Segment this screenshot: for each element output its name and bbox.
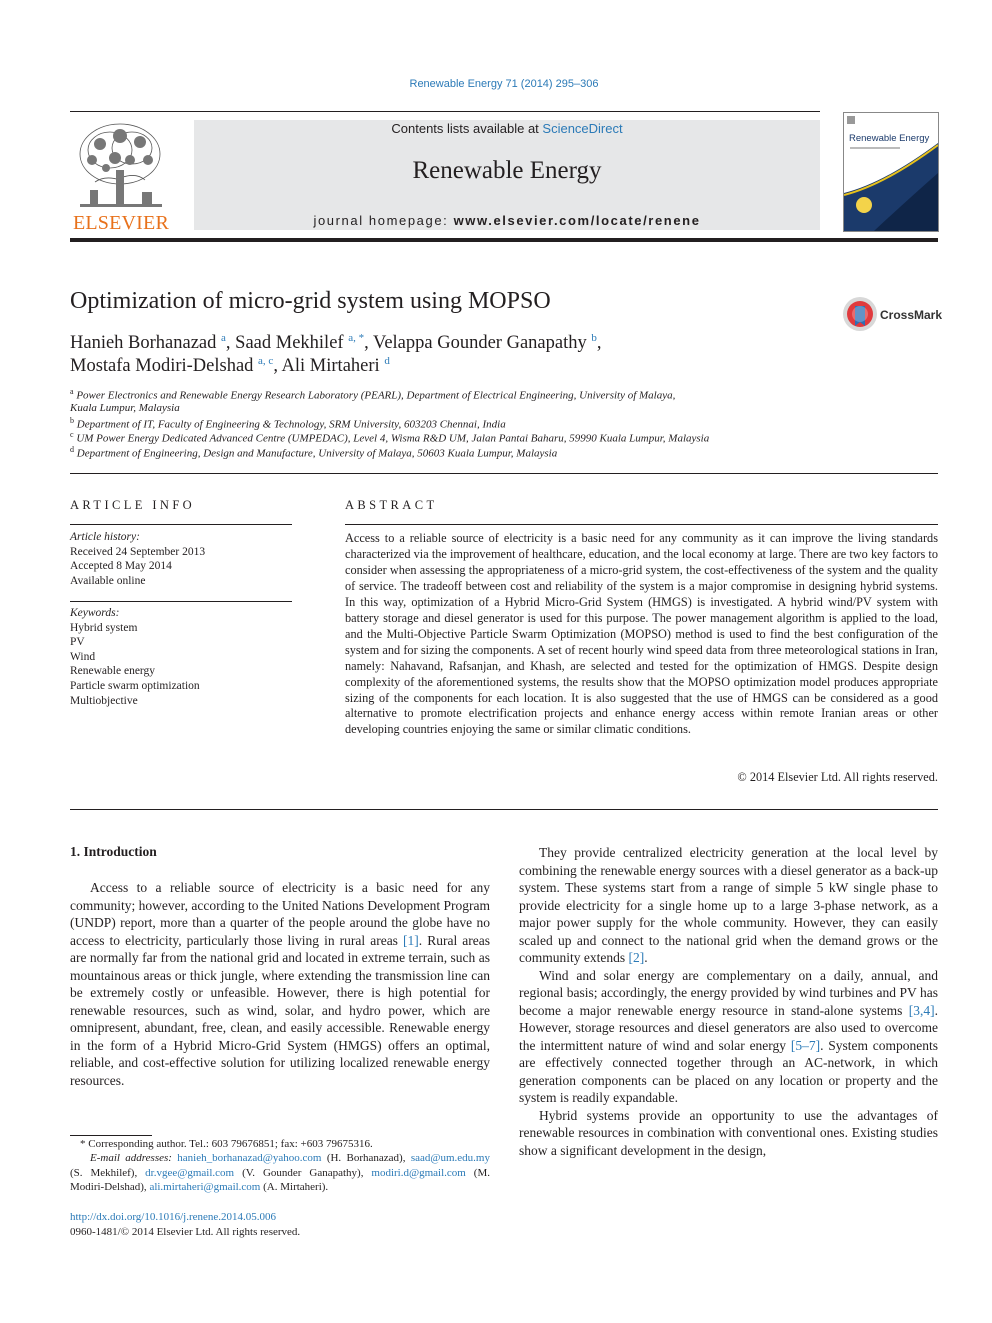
paragraph-text: . System components are effectively connected together through an AC-network, in which generation components can be placed on any location or property and the system is readily expandable. <box>519 1037 938 1105</box>
abstract-rule <box>345 524 938 525</box>
journal-citation[interactable]: Renewable Energy 71 (2014) 295–306 <box>409 78 599 90</box>
header-bottom-rule <box>70 238 938 242</box>
email-owner: (V. Gounder Ganapathy), <box>234 1166 372 1179</box>
email-label: E-mail addresses: <box>90 1152 178 1165</box>
author-separator: , <box>364 333 374 354</box>
paragraph-text: . <box>644 950 648 965</box>
affiliation-label: d <box>70 445 74 454</box>
email-link[interactable]: dr.vgee@gmail.com <box>145 1166 235 1179</box>
affiliation-a <box>70 387 930 402</box>
author-affil-sup[interactable]: b <box>591 332 597 344</box>
history-accepted: Accepted 8 May 2014 <box>70 560 172 573</box>
history-received: Received 24 September 2013 <box>70 545 206 558</box>
affiliation-c <box>70 430 930 445</box>
journal-homepage <box>194 213 820 228</box>
contents-availability <box>194 121 820 136</box>
corresponding-author-note: * Corresponding author. Tel.: 603 79676851; fax: +603 79675316. <box>80 1138 373 1150</box>
affiliation-label: a <box>70 387 74 396</box>
author-name: Ali Mirtaheri <box>281 356 380 377</box>
email-addresses <box>70 1151 490 1194</box>
article-title: Optimization of micro-grid system using MOPSO <box>70 288 551 314</box>
keywords-rule <box>70 601 292 602</box>
author-affil-sup[interactable]: a, * <box>348 332 365 344</box>
author-separator: , <box>225 333 236 354</box>
paragraph-text: Wind and solar energy are complementary on a daily, annual, and regional basis; accordingly, the energy provided by wind turbines and PV has become a major renewable energy resource in stand-alone systems <box>519 967 938 1018</box>
issn-copyright: 0960-1481/© 2014 Elsevier Ltd. All rights reserved. <box>70 1226 301 1238</box>
paragraph-text: They provide centralized electricity generation at the local level by combining the renewable energy sources with a diesel generator as a back-up system. These systems start from a range of simple 5 kW single phase to provide electricity for a single home up to a large 3-phase network, as a major power supply for the whole community. However, they can easily scaled up and connect to the national grid when the demand grows or the community extends <box>519 845 938 965</box>
body-column-right <box>519 844 938 1159</box>
footnotes <box>70 1137 490 1195</box>
crossmark-icon[interactable] <box>842 296 878 332</box>
author-list-line-2 <box>70 355 390 377</box>
homepage-url[interactable]: www.elsevier.com/locate/renene <box>453 213 701 228</box>
author-name: Saad Mekhilef <box>235 333 344 354</box>
author-affil-sup[interactable]: a <box>221 332 226 344</box>
author-separator: , <box>273 356 282 377</box>
history-label: Article history: <box>70 531 140 543</box>
intro-paragraph-1 <box>70 879 490 1089</box>
keyword-item: Wind <box>70 650 96 663</box>
abstract-body: Access to a reliable source of electricity is a basic need for any community as it can improve the living standards characterized via the improvement of healthcare, education, and the local economy at large. There are two key factors to consider when assessing the appropriateness of a micro-grid system, the cost-effectiveness of the system and the quality of service. The tradeoff between cost and reliability of the system is a major compromise in designing hybrid systems. In this way, optimization of a Hybrid Micro-Grid System (HMGS) is investigated. A hybrid wind/PV system with battery storage and diesel generator is used for this purpose. The power management algorithm is applied to the load, and the Multi-Objective Particle Swarm Optimization (MOPSO) method is used to find the best configuration of the system and for sizing the components. A set of recent hourly wind speed data from three meteorological stations in Iran, namely: Nahavand, Rafsanjan, and Khash, are selected and tested for the optimization of HMGS. Despite design complexity of the aforementioned systems, the results show that the MOPSO optimization model produces appropriate sizing of the components for each location. It is also suggested that the use of HMGS can be considered as a good alternative to promote electrification projects and enhance energy access within remote Iranian areas or other developing countries enjoying the same or similar climatic conditions. <box>345 531 938 737</box>
abstract-divider <box>70 809 938 810</box>
email-link[interactable]: ali.mirtaheri@gmail.com <box>149 1181 261 1194</box>
affiliation-divider <box>70 473 938 474</box>
citation-ref-link[interactable]: [5–7] <box>790 1037 821 1053</box>
section-heading-introduction: 1. Introduction <box>70 844 157 859</box>
keyword-item: Renewable energy <box>70 665 156 678</box>
author-name: Velappa Gounder Ganapathy <box>373 333 587 354</box>
homepage-prefix: journal homepage: <box>313 213 454 228</box>
paragraph-text: . However, storage resources and diesel generators are also used to overcome the intermittent nature of wind and solar energy <box>519 1002 938 1053</box>
journal-cover-thumbnail[interactable] <box>843 112 939 232</box>
author-separator: , <box>596 333 602 354</box>
doi-link[interactable]: http://dx.doi.org/10.1016/j.renene.2014.05.006 <box>70 1211 277 1223</box>
keywords-block <box>70 606 292 708</box>
publisher-wordmark: ELSEVIER <box>72 212 170 234</box>
keywords-label: Keywords: <box>70 607 120 619</box>
paragraph-text: Access to a reliable source of electricity is a basic need for any community; however, according to the United Nations Development Program (UNDP) report, more than a quarter of the people around the globe have no access to electricity, particularly those living in rural areas <box>70 880 490 948</box>
keyword-item: PV <box>70 636 85 649</box>
paragraph-text: . Rural areas are normally far from the national grid and located in extreme terrain, such as mountainous areas or thick jungle, where extending the transmission line can be extremely costly or unfeasible. However, there is high potential for renewable resources, such as wind, solar, and hydro power, which are omnipresent, abundant, free, clean, and easily accessible. Renewable energy in the form of a Hybrid Micro-Grid System (HMGS) offers an optimal, reliable, and cost-effective solution for utilizing localized renewable energy resources. <box>70 932 491 1088</box>
author-affil-sup[interactable]: a, c <box>258 355 274 367</box>
affiliation-label: b <box>70 416 74 425</box>
author-name: Hanieh Borhanazad <box>70 333 217 354</box>
footnote-rule <box>70 1135 152 1136</box>
email-link[interactable]: saad@um.edu.my <box>410 1152 490 1165</box>
email-link[interactable]: modiri.d@gmail.com <box>371 1166 466 1179</box>
affiliation-text: Power Electronics and Renewable Energy Research Laboratory (PEARL), Department of Electrical Engineering, University of Malaya, <box>76 389 676 402</box>
author-affil-sup[interactable]: d <box>384 355 390 367</box>
cover-art-icon <box>844 113 938 231</box>
email-owner: (S. Mekhilef), <box>70 1166 146 1179</box>
citation-ref-link[interactable]: [2] <box>628 950 645 965</box>
crossmark-label[interactable]: CrossMark <box>880 308 943 322</box>
email-owner: (H. Borhanazad), <box>321 1152 411 1165</box>
affiliation-d <box>70 445 930 460</box>
cover-journal-title: Renewable Energy <box>849 133 930 144</box>
article-history <box>70 530 292 588</box>
article-info-rule <box>70 524 292 525</box>
contents-prefix: Contents lists available at <box>391 121 543 136</box>
sciencedirect-link[interactable]: ScienceDirect <box>542 121 623 136</box>
intro-paragraph-4: Hybrid systems provide an opportunity to use the advantages of renewable resources in combination with conventional ones. Existing studies show a significant development in the design, <box>519 1107 938 1158</box>
intro-paragraph-2 <box>519 844 938 967</box>
author-list-line-1 <box>70 332 601 354</box>
affiliation-text: UM Power Energy Dedicated Advanced Centre (UMPEDAC), Level 4, Wisma R&D UM, Jalan Pantai Baharu, 59990 Kuala Lumpur, Malaysia <box>76 432 710 445</box>
intro-paragraph-3 <box>519 967 938 1107</box>
abstract-copyright: © 2014 Elsevier Ltd. All rights reserved. <box>737 770 938 784</box>
keyword-item: Multiobjective <box>70 694 138 707</box>
journal-title[interactable]: Renewable Energy <box>412 157 602 184</box>
affiliation-text: Department of IT, Faculty of Engineering & Technology, SRM University, 603203 Chennai, India <box>76 418 506 431</box>
email-owner: (M. Modiri-Delshad), <box>70 1166 490 1194</box>
author-name: Mostafa Modiri-Delshad <box>70 356 254 377</box>
email-link[interactable]: hanieh_borhanazad@yahoo.com <box>177 1152 322 1165</box>
affiliation-text: Department of Engineering, Design and Manufacture, University of Malaya, 50603 Kuala Lumpur, Malaysia <box>76 447 558 460</box>
abstract-heading: ABSTRACT <box>345 498 438 512</box>
keyword-item: Particle swarm optimization <box>70 679 200 692</box>
article-info-heading: ARTICLE INFO <box>70 498 196 512</box>
citation-ref-link[interactable]: [1] <box>403 932 419 948</box>
history-available: Available online <box>70 574 146 587</box>
affiliation-label: c <box>70 430 74 439</box>
keyword-item: Hybrid system <box>70 621 138 634</box>
body-column-left <box>70 879 490 1089</box>
affiliation-b <box>70 416 930 431</box>
header-top-rule <box>70 111 820 112</box>
email-owner: (A. Mirtaheri). <box>260 1181 329 1194</box>
affiliation-a-cont: Kuala Lumpur, Malaysia <box>70 402 180 414</box>
citation-ref-link[interactable]: [3,4] <box>908 1002 935 1018</box>
